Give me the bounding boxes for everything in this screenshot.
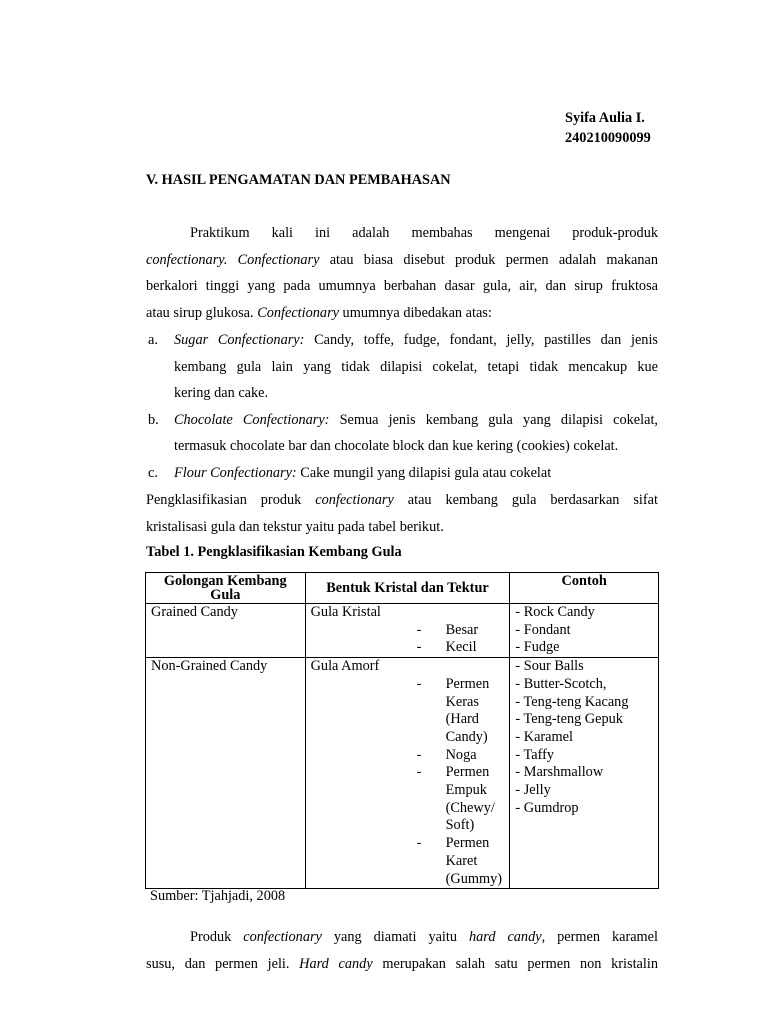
table-header-row [146, 573, 659, 604]
intro-line-1: Praktikum kali ini adalah membahas mengenai produk-produk [190, 225, 658, 241]
list-item: b. Chocolate Confectionary: Semua jenis kembang gula yang dilapisi cokelat, termasuk chocolate bar dan chocolate block dan kue kering (cookies) cokelat. [148, 407, 658, 460]
form-subitems: - Permen Keras (Hard Candy) - Noga - Permen Empuk (Chewy/ Soft) - Permen Karet (Gummy) [416, 675, 502, 887]
list-term: Chocolate Confectionary: [174, 411, 330, 428]
cell-form: Gula Kristal - Besar - Kecil [305, 604, 510, 658]
list-marker: b. [148, 411, 159, 428]
intro-line-2: confectionary. Confectionary atau biasa disebut produk permen adalah makanan [146, 251, 658, 268]
author-block [565, 108, 651, 148]
intro-term: confectionary. Confectionary [146, 251, 320, 268]
section-title: V. HASIL PENGAMATAN DAN PEMBAHASAN [146, 172, 451, 188]
author-name: Syifa Aulia I. [565, 110, 645, 126]
list-marker: a. [148, 332, 158, 348]
table-caption: Tabel 1. Pengklasifikasian Kembang Gula [146, 544, 402, 560]
closing-paragraph: Produk confectionary yang diamati yaitu hard candy, permen karamel susu, dan permen jeli. Hard candy merupakan salah satu permen non kristalin [146, 929, 658, 972]
list-item: c. Flour Confectionary: Cake mungil yang dilapisi gula atau cokelat [148, 460, 658, 487]
intro-line-4: atau sirup glukosa. Confectionary umumnya dibedakan atas: [146, 304, 492, 321]
list-marker: c. [148, 464, 158, 481]
cell-examples: - Rock Candy - Fondant - Fudge [510, 604, 659, 658]
author-id: 240210090099 [565, 130, 651, 146]
list-term: Flour Confectionary: [174, 464, 297, 481]
classification-table [145, 572, 659, 889]
header-examples: Contoh [510, 573, 659, 604]
table-row [146, 604, 659, 658]
list-term: Sugar Confectionary: [174, 332, 305, 348]
table-row [146, 658, 659, 889]
header-group: Golongan Kembang Gula [146, 573, 306, 604]
cell-group: Grained Candy [146, 604, 306, 658]
classification-paragraph: Pengklasifikasian produk confectionary atau kembang gula berdasarkan sifat kristalisasi gula dan tekstur yaitu pada tabel berikut. [146, 492, 658, 535]
table-source: Sumber: Tjahjadi, 2008 [150, 888, 286, 904]
cell-form: Gula Amorf - Permen Keras (Hard Candy) - Noga - Permen Empuk (Chewy/ Soft) - Permen Karet (Gummy) [305, 658, 510, 889]
form-subitems: - Besar - Kecil [416, 621, 479, 656]
header-form: Bentuk Kristal dan Tektur [305, 573, 510, 604]
cell-examples: - Sour Balls - Butter-Scotch, - Teng-teng Kacang - Teng-teng Gepuk - Karamel - Taffy - Marshmallow - Jelly - Gumdrop [510, 658, 659, 889]
confectionary-types-list [148, 327, 658, 486]
intro-paragraph [146, 220, 658, 326]
list-item: a. Sugar Confectionary: Candy, toffe, fudge, fondant, jelly, pastilles dan jenis kembang gula lain yang tidak dilapisi cokelat, tetapi tidak mencakup kue kering dan cake. [148, 327, 658, 407]
cell-group: Non-Grained Candy [146, 658, 306, 889]
intro-line-3: berkalori tinggi yang pada umumnya berbahan dasar gula, air, dan sirup fruktosa [146, 278, 658, 294]
